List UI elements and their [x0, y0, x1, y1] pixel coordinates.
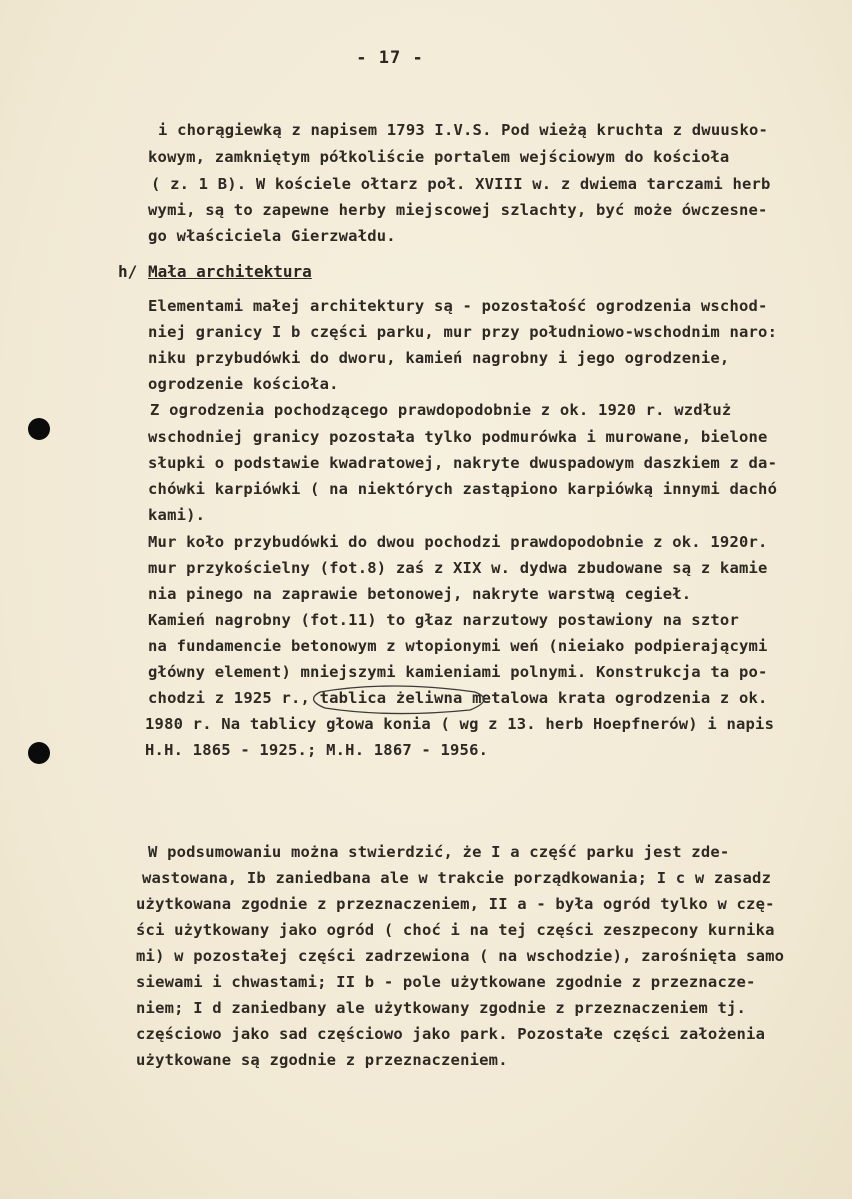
text-line: wastowana, Ib zaniedbana ale w trakcie porządkowania; I c w zasadz	[142, 869, 772, 887]
punch-hole	[28, 418, 50, 440]
handwritten-circle-mark	[300, 680, 500, 720]
text-line: chodzi z 1925 r., tablica żeliwna metalowa krata ogrodzenia z ok.	[148, 689, 768, 707]
text-line: kowym, zamkniętym półkoliście portalem wejściowym do kościoła	[148, 148, 730, 166]
page-number: - 17 -	[356, 48, 424, 68]
text-line: częściowo jako sad częściowo jako park. Pozostałe części założenia	[136, 1025, 766, 1043]
text-line: wymi, są to zapewne herby miejscowej szlachty, być może ówczesne-	[148, 201, 768, 219]
text-line: niej granicy I b części parku, mur przy południowo-wschodnim naro:	[148, 323, 778, 341]
text-line: niem; I d zaniedbany ale użytkowany zgodnie z przeznaczeniem tj.	[136, 999, 747, 1017]
text-line: ( z. 1 B). W kościele ołtarz poł. XVIII w. z dwiema tarczami herb	[151, 175, 771, 193]
text-line: słupki o podstawie kwadratowej, nakryte dwuspadowym daszkiem z da-	[148, 454, 778, 472]
text-line: nia pinego na zaprawie betonowej, nakryte warstwą cegieł.	[148, 585, 692, 603]
text-line: wschodniej granicy pozostała tylko podmurówka i murowane, bielone	[148, 428, 768, 446]
text-line: Kamień nagrobny (fot.11) to głaz narzutowy postawiony na sztor	[148, 611, 739, 629]
text-line: Elementami małej architektury są - pozostałość ogrodzenia wschod-	[148, 297, 768, 315]
text-line: kami).	[148, 506, 206, 524]
text-line: i chorągiewką z napisem 1793 I.V.S. Pod wieżą kruchta z dwuusko-	[158, 121, 769, 139]
text-line: go właściciela Gierzwałdu.	[148, 227, 396, 245]
section-label: h/	[118, 262, 138, 281]
text-line: użytkowane są zgodnie z przeznaczeniem.	[136, 1051, 508, 1069]
section-title: Mała architektura	[148, 262, 312, 281]
text-line: siewami i chwastami; II b - pole użytkowane zgodnie z przeznacze-	[136, 973, 756, 991]
text-line: H.H. 1865 - 1925.; M.H. 1867 - 1956.	[145, 741, 489, 759]
text-line: mur przykościelny (fot.8) zaś z XIX w. dydwa zbudowane są z kamie	[148, 559, 768, 577]
text-line: 1980 r. Na tablicy głowa konia ( wg z 13. herb Hoepfnerów) i napis	[145, 715, 775, 733]
text-line: Z ogrodzenia pochodzącego prawdopodobnie z ok. 1920 r. wzdłuż	[150, 401, 732, 419]
text-line: ogrodzenie kościoła.	[148, 375, 339, 393]
text-line: Mur koło przybudówki do dwou pochodzi prawdopodobnie z ok. 1920r.	[148, 533, 768, 551]
text-line: W podsumowaniu można stwierdzić, że I a część parku jest zde-	[148, 843, 730, 861]
text-line: mi) w pozostałej części zadrzewiona ( na wschodzie), zarośnięta samo	[136, 947, 785, 965]
punch-hole	[28, 742, 50, 764]
text-line: na fundamencie betonowym z wtopionymi weń (nieiako podpierającymi	[148, 637, 768, 655]
text-line: użytkowana zgodnie z przeznaczeniem, II a - była ogród tylko w czę-	[136, 895, 775, 913]
text-line: niku przybudówki do dworu, kamień nagrobny i jego ogrodzenie,	[148, 349, 730, 367]
text-line: ści użytkowany jako ogród ( choć i na tej części zeszpecony kurnika	[136, 921, 775, 939]
text-line: chówki karpiówki ( na niektórych zastąpiono karpiówką innymi dachó	[148, 480, 778, 498]
text-line: główny element) mniejszymi kamieniami polnymi. Konstrukcja ta po-	[148, 663, 768, 681]
